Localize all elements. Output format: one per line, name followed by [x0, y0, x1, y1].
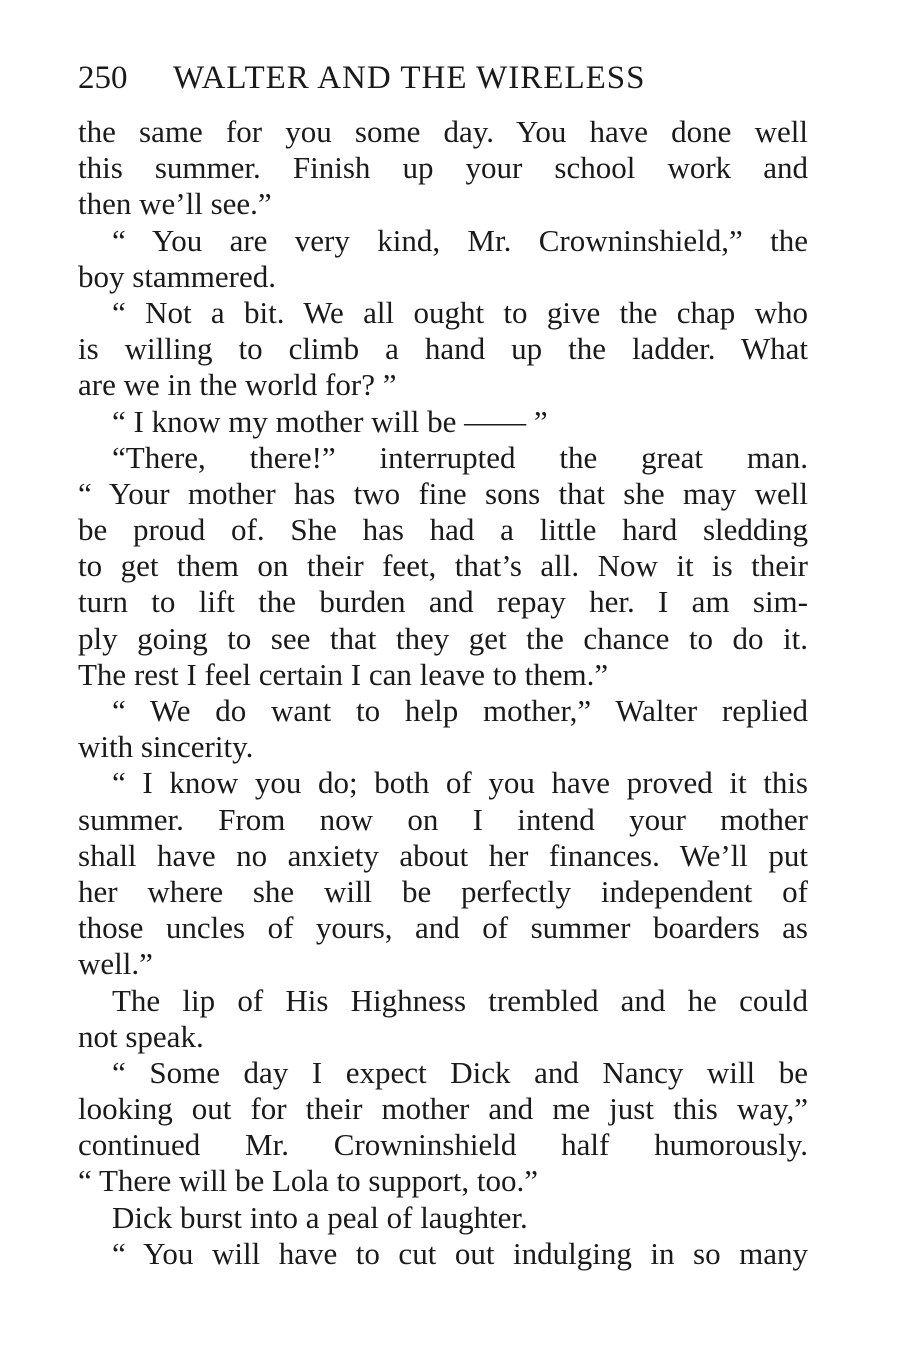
- text-line: “ We do want to help mother,” Walter replied: [112, 693, 808, 728]
- running-title: WALTER AND THE WIRELESS: [173, 60, 646, 96]
- text-line: not speak.: [78, 1018, 204, 1054]
- text-line: are we in the world for? ”: [78, 367, 397, 403]
- text-line: with sincerity.: [78, 729, 254, 765]
- text-line: “ I know my mother will be —— ”: [112, 403, 548, 439]
- text-line: shall have no anxiety about her finances. We’ll put: [78, 837, 808, 873]
- text-line: is willing to climb a hand up the ladder. What: [78, 331, 808, 367]
- text-line: be proud of. She has had a little hard sledding: [78, 512, 808, 548]
- text-line: looking out for their mother and me just this way,”: [78, 1091, 808, 1127]
- text-line: “ I know you do; both of you have proved it this: [112, 765, 808, 801]
- text-line: Dick burst into a peal of laughter.: [112, 1199, 528, 1235]
- text-line: well.”: [78, 946, 153, 982]
- body-text: [78, 114, 808, 1272]
- text-line: boy stammered.: [78, 258, 277, 294]
- text-line: “ Some day I expect Dick and Nancy will be: [112, 1054, 808, 1090]
- text-line: “ Not a bit. We all ought to give the chap who: [112, 294, 808, 330]
- text-line: “ You are very kind, Mr. Crowninshield,” the: [112, 222, 808, 258]
- text-line: the same for you some day. You have done well: [78, 114, 808, 149]
- text-line: “ Your mother has two fine sons that she may well: [78, 475, 808, 511]
- text-line: summer. From now on I intend your mother: [78, 801, 808, 837]
- text-line: those uncles of yours, and of summer boarders as: [78, 910, 808, 946]
- text-line: to get them on their feet, that’s all. Now it is their: [78, 548, 808, 584]
- text-line: her where she will be perfectly independent of: [78, 873, 808, 909]
- text-line: “ You will have to cut out indulging in so many: [112, 1235, 808, 1271]
- text-line: ply going to see that they get the chance to do it.: [78, 620, 808, 656]
- text-line: The rest I feel certain I can leave to them.”: [78, 656, 609, 692]
- page-number: 250: [78, 60, 128, 96]
- text-line: “There, there!” interrupted the great man.: [112, 439, 808, 475]
- text-line: “ There will be Lola to support, too.”: [78, 1163, 539, 1199]
- text-line: The lip of His Highness trembled and he could: [112, 982, 808, 1018]
- text-line: then we’ll see.”: [78, 186, 272, 222]
- text-line: this summer. Finish up your school work and: [78, 150, 808, 186]
- text-line: turn to lift the burden and repay her. I am sim-: [78, 584, 808, 620]
- page-header: [78, 56, 645, 100]
- text-line: continued Mr. Crowninshield half humorously.: [78, 1127, 808, 1163]
